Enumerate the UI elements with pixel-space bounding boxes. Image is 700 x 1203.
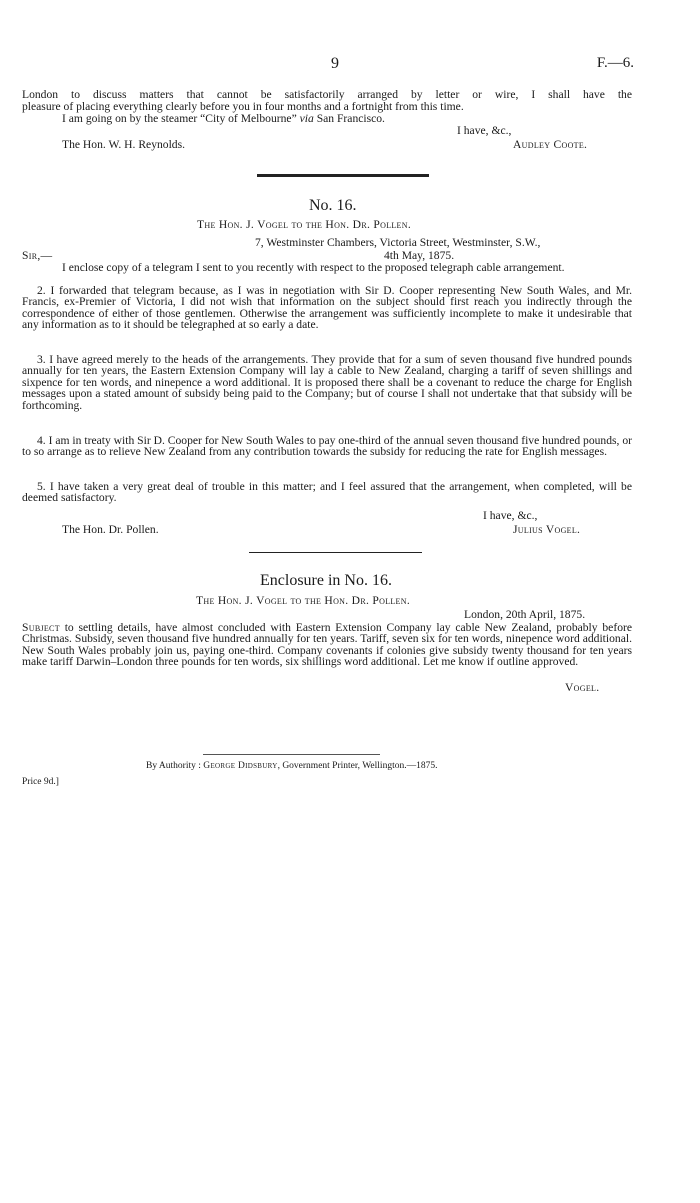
letter-paragraph-1	[22, 262, 632, 273]
letter-paragraph-1-text: I enclose copy of a telegram I sent to you recently with respect to the proposed telegraph cable arrangement.	[62, 261, 565, 274]
letter-paragraph-2-text: 2. I forwarded that telegram because, as I was in negotiation with Sir D. Cooper representing New South Wales, and Mr. Francis, ex-Premier of Victoria, I did not wish that information on the subject should first reach you indirectly through the correspondence of either of those gentlemen. Otherwise the arrangement was sufficiently incomplete to make it undesirable that any information as to it should be telegraphed at so early a date.	[22, 284, 632, 332]
footer-authority-suffix: , Government Printer, Wellington.—1875.	[277, 761, 438, 771]
going-on-prefix: I am going on by the steamer “City of Melbourne”	[62, 112, 300, 125]
page-number: 9	[331, 55, 339, 72]
letter-paragraph-2	[22, 285, 632, 331]
footer-rule	[203, 754, 380, 755]
enclosure-subject-word: Subject	[22, 621, 60, 634]
footer-price: Price 9d.]	[22, 777, 59, 787]
letter-paragraph-4-text: 4. I am in treaty with Sir D. Cooper for New South Wales to pay one-third of the annual seven thousand five hundred pounds, or to so arrange as to relieve New Zealand from any contribution towards the subsidy for reducing the rate for English messages.	[22, 434, 632, 459]
footer-authority	[146, 761, 437, 771]
letter-signature: Julius Vogel.	[513, 523, 581, 536]
section-divider-thick	[257, 174, 429, 177]
letter-from-to	[197, 219, 411, 230]
prev-letter-closing: I have, &c.,	[457, 124, 512, 137]
enclosure-telegram-text	[22, 622, 632, 668]
letter-paragraph-3	[22, 354, 632, 411]
prev-letter-going-on	[62, 113, 385, 124]
letter-address: 7, Westminster Chambers, Victoria Street, Westminster, S.W.,	[255, 236, 541, 249]
going-on-via: via	[299, 112, 314, 125]
letter-date: 4th May, 1875.	[384, 249, 455, 262]
prev-letter-recipient: The Hon. W. H. Reynolds.	[62, 138, 186, 151]
letter-paragraph-3-text: 3. I have agreed merely to the heads of the arrangements. They provide that for a sum of seven thousand five hundred pounds annually for ten years, the Eastern Extension Company will lay a cable to New Zealand, charging a tariff of seven shillings and sixpence for ten words, and ninepence a word additional. It is proposed there shall be a covenant to reduce the charge for English messages upon a stated amount of subsidy being paid to the Company; but of course I shall not undertake that that subsidy will be forthcoming.	[22, 353, 632, 412]
letter-closing: I have, &c.,	[483, 509, 538, 522]
letter-paragraph-4	[22, 435, 632, 458]
enclosure-from-to-text: The Hon. J. Vogel to the Hon. Dr. Pollen.	[196, 594, 411, 607]
letter-from-to-text: The Hon. J. Vogel to the Hon. Dr. Pollen.	[197, 218, 412, 231]
footer-authority-prefix: By Authority :	[146, 761, 204, 771]
enclosure-from-to	[196, 595, 410, 606]
letter-paragraph-5-text: 5. I have taken a very great deal of trouble in this matter; and I feel assured that the arrangement, when completed, will be deemed satisfactory.	[22, 480, 632, 505]
letter-recipient: The Hon. Dr. Pollen.	[62, 523, 159, 536]
document-reference: F.—6.	[596, 55, 634, 71]
enclosure-date: London, 20th April, 1875.	[464, 608, 586, 621]
prev-letter-line-1: London to discuss matters that cannot be satisfactorily arranged by letter or wire, I shall have the	[22, 88, 632, 101]
enclosure-title: Enclosure in No. 16.	[260, 572, 392, 589]
letter-number-title: No. 16.	[309, 197, 357, 214]
footer-printer-name: George Didsbury	[203, 761, 278, 771]
letter-salutation: Sir,—	[22, 249, 53, 262]
section-divider-thin	[249, 552, 422, 553]
going-on-suffix: San Francisco.	[313, 112, 385, 125]
enclosure-signature: Vogel.	[565, 681, 600, 694]
prev-letter-signature: Audley Coote.	[513, 138, 588, 151]
letter-paragraph-5	[22, 481, 632, 504]
enclosure-body-text: to settling details, have almost concluded with Eastern Extension Company lay cable New Zealand, probably before Christmas. Subsidy, seven thousand five hundred annually for ten years. Tariff, seven six for ten words, ninepence word additional. New South Wales probably join us, paying one-third. Company covenants if colonies give subsidy twenty thousand for ten years make tariff Darwin–London three pounds for ten words, six shillings word additional. Let me know if outline approved.	[22, 621, 632, 669]
prev-letter-line-2: pleasure of placing everything clearly before you in four months and a fortnight from this time.	[22, 100, 464, 113]
